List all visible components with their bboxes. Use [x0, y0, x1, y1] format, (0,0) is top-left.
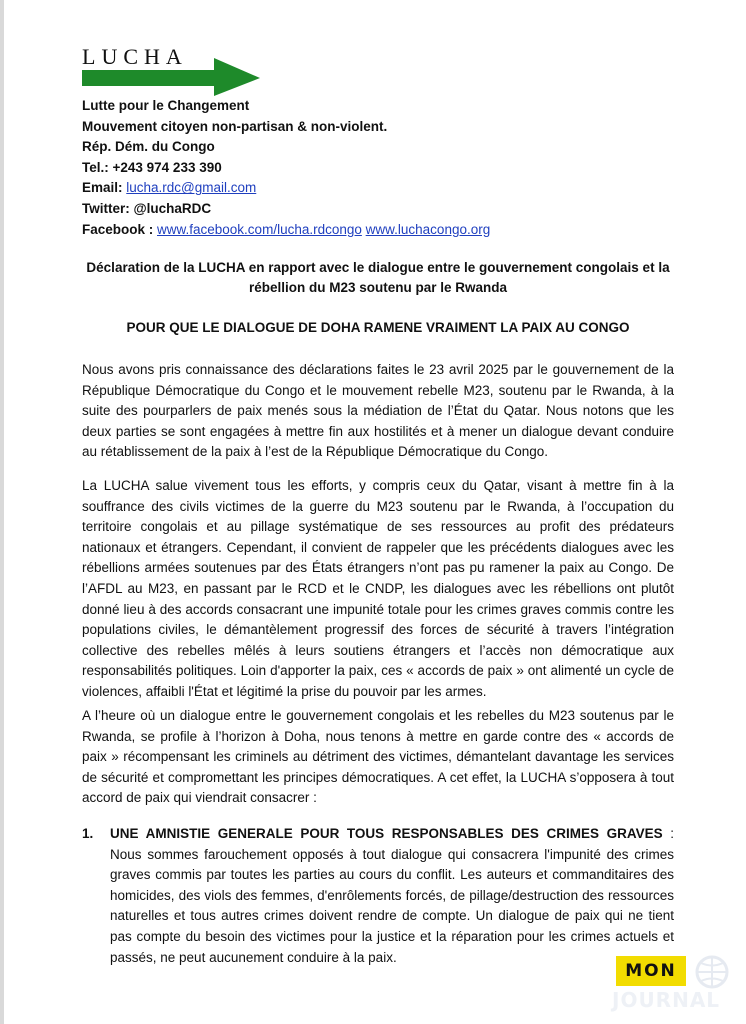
org-name: Lutte pour le Changement [82, 98, 250, 113]
watermark-text: JOURNAL [612, 988, 721, 1012]
list-item-heading: UNE AMNISTIE GENERALE POUR TOUS RESPONSABLES DES CRIMES GRAVES [110, 826, 663, 841]
logo-text: LUCHA [82, 44, 188, 69]
facebook-link[interactable]: www.facebook.com/lucha.rdcongo [157, 221, 362, 237]
paragraph-1: Nous avons pris connaissance des déclarations faites le 23 avril 2025 par le gouvernement de la République Démocratique du Congo et le mouvement rebelle M23, soutenu par le Rwanda, à la suite des pourparlers de paix menés sous la médiation de l’État du Qatar. Nous notons que les deux parties se sont engagées à mettre fin aux hostilités et à mener un dialogue devant conduire au rétablissement de la paix à l’est de la République Démocratique du Congo. [82, 362, 674, 460]
declaration-subject: POUR QUE LE DIALOGUE DE DOHA RAMENE VRAIMENT LA PAIX AU CONGO [126, 320, 630, 335]
list-item-number: 1. [82, 826, 94, 841]
phone: Tel.: +243 974 233 390 [82, 159, 222, 175]
globe-icon [692, 954, 732, 990]
page-edge-shadow [0, 0, 4, 1024]
watermark-badge: MON [616, 956, 686, 986]
list-item-body [110, 824, 674, 968]
list-item-text: : Nous sommes farouchement opposés à tout dialogue qui consacrera l'impunité des crimes graves commis par toutes les parties au cours du conflit. Les auteurs et commanditaires des homicides, des viols des femmes, d'enrôlements forcés, de pillage/destruction des ressources naturelles et tous autres crimes doivent rendre de compte. Un dialogue de paix qui ne tient pas compte du besoin des victimes pour la justice et la réparation pour les crimes actuels et passés, ne peut aucunement conduire à la paix. [110, 826, 674, 965]
paragraph-2: La LUCHA salue vivement tous les efforts, y compris ceux du Qatar, visant à mettre fin à la souffrance des civils victimes de la guerre du M23 soutenu par le Rwanda, à l’occupation du territoire congolais et au pillage systématique de ses ressources au profit des prédateurs nationaux et étrangers. Cependant, il convient de rappeler que les précédents dialogues avec les rébellions armées soutenues par des États étrangers n’ont pas pu ramener la paix au Congo. De l’AFDL au M23, en passant par le RCD et le CNDP, les dialogues avec les rébellions ont plutôt donné lieu à des accords consacrant une impunité totale pour les crimes graves commis contre les populations civiles, le démantèlement progressif des forces de sécurité à travers l’intégration collective des rebelles mêlés à leurs soutiens étrangers et l’accès non démocratique aux responsabilités politiques. Loin d'apporter la paix, ces « accords de paix » ont alimenté un cycle de violences, affaibli l'État et légitimé la prise du pouvoir par les armes. [82, 478, 674, 699]
facebook-line [82, 220, 490, 241]
country: Rép. Dém. du Congo [82, 139, 215, 155]
declaration-title-line-2: rébellion du M23 soutenu par le Rwanda [248, 280, 508, 295]
facebook-label: Facebook : [82, 221, 158, 237]
email-line [82, 178, 490, 199]
declaration-title-line-1: Déclaration de la LUCHA en rapport avec le dialogue entre le gouvernement congolais et la [86, 260, 670, 275]
movement-description: Mouvement citoyen non-partisan & non-violent. [82, 118, 388, 134]
list-item [82, 824, 674, 968]
lucha-logo [82, 44, 262, 96]
twitter: Twitter: @luchaRDC [82, 200, 212, 216]
paragraph-3: A l’heure où un dialogue entre le gouvernement congolais et les rebelles du M23 soutenus par le Rwanda, se profile à l’horizon à Doha, nous tenons à mettre en garde contre des « accords de paix » récompensant les criminels au détriment des victimes, démantelant davantage les services de sécurité et compromettant les principes démocratiques. A cet effet, la LUCHA s’opposera à tout accord de paix qui viendrait consacrer : [82, 708, 674, 806]
website-link[interactable]: www.luchacongo.org [365, 221, 491, 237]
mon-journal-watermark [612, 954, 746, 1024]
email-label: Email: [82, 180, 127, 196]
declaration-title [82, 258, 674, 298]
contact-block [82, 96, 490, 240]
email-link[interactable]: lucha.rdc@gmail.com [126, 180, 257, 196]
